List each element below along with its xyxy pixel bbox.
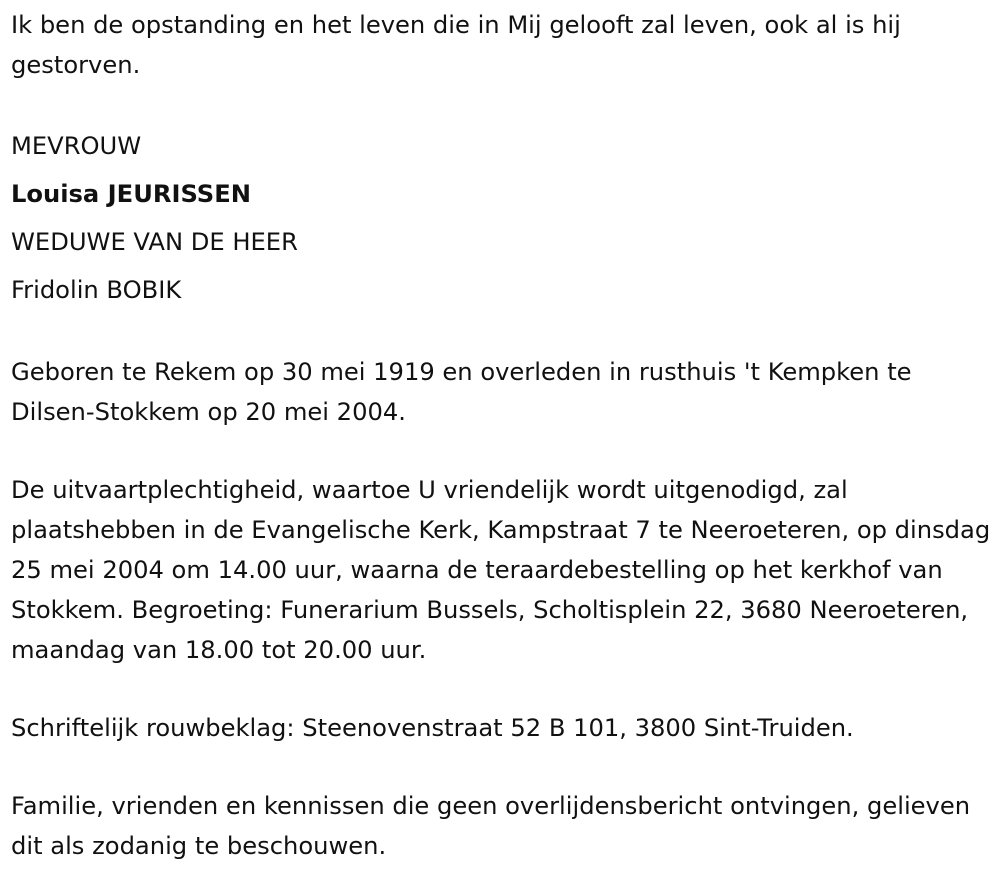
relation-label: WEDUWE VAN DE HEER xyxy=(11,228,298,256)
name-block xyxy=(11,122,1000,314)
bible-quote: Ik ben de opstanding en het leven die in Mij gelooft zal leven, ook al is hij gestorven. xyxy=(11,11,901,79)
spouse-name: Fridolin BOBIK xyxy=(11,276,182,304)
funeral-paragraph: De uitvaartplechtigheid, waartoe U vriendelijk wordt uitgenodigd, zal plaatshebben in de Evangelische Kerk, Kampstraat 7 te Neeroeteren, op dinsdag 25 mei 2004 om 14.00 uur, waarna de teraardebestelling op het kerkhof van Stokkem. Begroeting: Funerarium Bussels, Scholtisplein 22, 3680 Neeroeteren, maandag van 18.00 tot 20.00 uur. xyxy=(11,476,991,664)
closing-paragraph: Familie, vrienden en kennissen die geen overlijdensbericht ontvingen, gelieven dit als zodanig te beschouwen. xyxy=(11,792,971,860)
deceased-name: Louisa JEURISSEN xyxy=(11,180,251,208)
birth-death-paragraph: Geboren te Rekem op 30 mei 1919 en overleden in rusthuis 't Kempken te Dilsen-Stokkem op 20 mei 2004. xyxy=(11,358,912,426)
condolences-paragraph: Schriftelijk rouwbeklag: Steenovenstraat 52 B 101, 3800 Sint-Truiden. xyxy=(11,714,854,742)
title-prefix: MEVROUW xyxy=(11,132,142,160)
